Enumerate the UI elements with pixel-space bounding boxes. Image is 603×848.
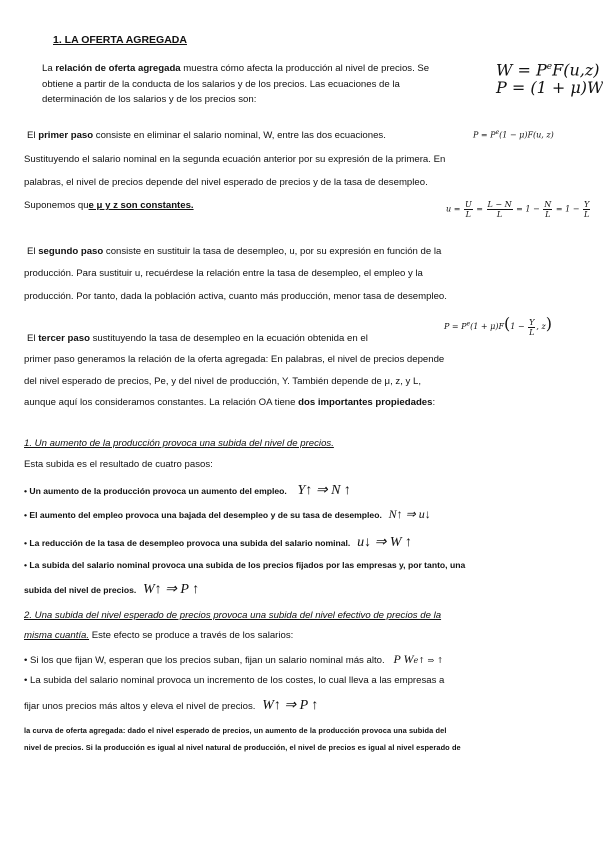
footer-line-2: nivel de precios. Si la producción es igual al nivel natural de producción, el nivel de precios es igual al nivel esperado de xyxy=(24,743,461,752)
wage-equation: $W = P^eF(u,z)$ xyxy=(496,60,600,80)
intro-line-3: determinación de los salarios y de los precios son: xyxy=(42,94,257,105)
property1-intro: Esta subida es el resultado de cuatro pasos: xyxy=(24,459,213,470)
step1-line-4: Suponemos que μ y z son constantes. xyxy=(24,200,194,211)
price-equation: P = (1 + μ)W xyxy=(496,78,603,97)
property2-bullet-2-line-2: fijar unos precios más altos y eleva el nivel de precios. W↑ ⇒ P ↑ xyxy=(24,698,319,713)
step1-line-3: palabras, el nivel de precios depende del nivel esperado de precios y de la tasa de desempleo. xyxy=(24,177,428,188)
step1-line-1: El primer paso consiste en eliminar el salario nominal, W, entre las dos ecuaciones. xyxy=(27,130,386,141)
property1-bullet-4-line-2: subida del nivel de precios. W↑ ⇒ P ↑ xyxy=(24,582,200,597)
property2-bullet-1: • Si los que fijan W, esperan que los precios suban, fijan un salario nominal más alto. P We↑ ⇒ ↑ xyxy=(24,652,444,666)
property1-bullet-4: • La subida del salario nominal provoca una subida de los precios fijados por las empresas y, por tanto, una xyxy=(24,560,466,570)
step1-equation: $P = P^e(1 - \mu)F(u$, z) xyxy=(473,129,554,140)
aggregate-supply-equation: $P = P^e(1 + \mu)F(1$ − $\frac{Y}{L}$ , z) xyxy=(444,314,552,337)
property1-bullet-3: • La reducción de la tasa de desempleo provoca una subida del salario nominal. u↓ ⇒ W ↑ xyxy=(24,535,413,550)
property2-bullet-2-line-1: • La subida del salario nominal provoca un incremento de los costes, lo cual lleva a las empresas a xyxy=(24,675,445,686)
step2-line-1: El segundo paso consiste en sustituir la tasa de desempleo, u, por su expresión en función de la xyxy=(27,246,442,257)
property1-bullet-1: • Un aumento de la producción provoca un aumento del empleo. Y↑ ⇒ N ↑ xyxy=(24,483,351,498)
property1-heading: 1. Un aumento de la producción provoca una subida del nivel de precios. xyxy=(24,438,334,449)
step3-line-4: aunque aquí los consideramos constantes. La relación OA tiene dos importantes propiedades: xyxy=(24,397,436,408)
step3-line-3: del nivel esperado de precios, Pe, y del nivel de producción, Y. También depende de μ, z, y L, xyxy=(24,376,421,387)
property1-bullet-2: • El aumento del empleo provoca una bajada del desempleo y de su tasa de desempleo. N↑ ⇒ u↓ xyxy=(24,507,431,521)
property2-heading-line-1: 2. Una subida del nivel esperado de precios provoca una subida del nivel efectivo de precios de la xyxy=(24,610,442,621)
page-title: 1. LA OFERTA AGREGADA xyxy=(53,34,187,46)
step2-line-2: producción. Para sustituir u, recuérdese la relación entre la tasa de desempleo, el empleo y la xyxy=(24,268,423,279)
step1-line-2: Sustituyendo el salario nominal en la segunda ecuación anterior por su expresión de la primera. En xyxy=(24,154,446,165)
step3-line-1: El tercer paso sustituyendo la tasa de desempleo en la ecuación obtenida en el xyxy=(27,333,368,344)
intro-line-2: obtiene a partir de la conducta de los salarios y de los precios. Las ecuaciones de la xyxy=(42,79,400,90)
step3-line-2: primer paso generamos la relación de la oferta agregada: En palabras, el nivel de precios depende xyxy=(24,354,445,365)
footer-line-1: la curva de oferta agregada: dado el nivel esperado de precios, un aumento de la producción provoca una subida del xyxy=(24,726,447,735)
unemployment-rate-equation: u = $\frac{U}{L}$ = $\frac{L - N}{L}$ = 1 − $\frac{N}{L}$ = 1 − $\frac{Y}{L}$ xyxy=(446,200,590,219)
property2-heading-line-2: misma cuantía. Este efecto se produce a través de los salarios: xyxy=(24,630,294,641)
intro-line-1: La relación de oferta agregada muestra cómo afecta la producción al nivel de precios. Se xyxy=(42,63,430,74)
step2-line-3: producción. Por tanto, dada la población activa, cuanto más producción, menor tasa de desempleo. xyxy=(24,291,447,302)
